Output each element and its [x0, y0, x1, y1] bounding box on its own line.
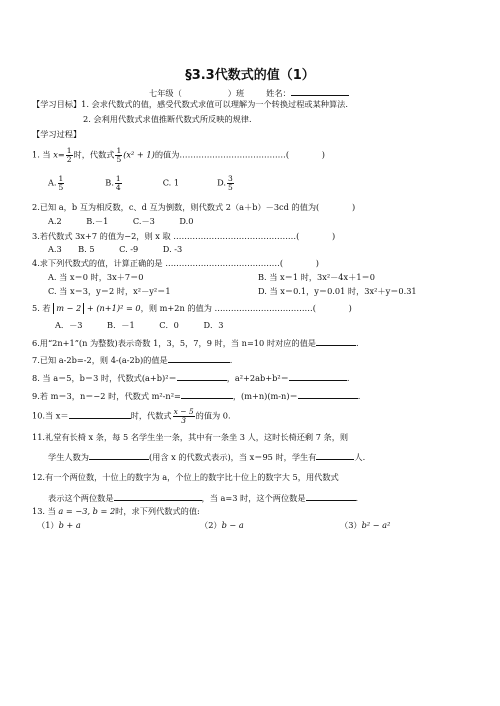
q13-text-b: 时，求下列代数式的值: — [115, 506, 200, 516]
process-label: 【学习过程】 — [32, 129, 82, 139]
q1-option-d: D. — [217, 177, 226, 188]
question-6 — [32, 336, 359, 349]
q1-expr: (x² + 1) — [123, 149, 155, 160]
q8-end: . — [346, 373, 350, 383]
goals-label: 【学习目标】 — [32, 99, 82, 109]
question-4-option-b: B. 当 x＝1 时，3x²－4x＋1＝0 — [258, 272, 375, 282]
q10-text: 10.当 x＝ — [32, 410, 69, 421]
learning-goal-2: 2. 会利用代数式求值推断代数式所反映的规律. — [83, 114, 252, 124]
q1-option-d-frac: $\frac{3}{5}$ — [227, 174, 233, 192]
q13-part-2-expr: b − a — [221, 520, 244, 530]
q1-text-c: 的值为…………………………………( ) — [154, 149, 325, 160]
q13-part-3-expr: b² − a² — [361, 520, 391, 530]
question-5-stem — [32, 303, 352, 314]
q13-part-3-label: （3） — [340, 520, 362, 530]
q12-text-a: 表示这个两位数是 — [48, 493, 114, 503]
q5-text-a: 5. 若 — [32, 303, 51, 313]
q13-part-1-expr: b + a — [58, 520, 81, 530]
question-3-stem: 3.若代数式 3x+7 的值为−2，则 x 取 ………………………………………( ) — [32, 231, 336, 241]
question-1-options — [48, 175, 235, 192]
q11-text-b: (用含 x 的代数式表示)，当 x＝95 时，学生有 — [148, 452, 317, 462]
q11-text-c: 人. — [354, 452, 366, 462]
q8-blank-2[interactable] — [289, 371, 347, 381]
q8-text: 8. 当 a＝5，b＝3 时，代数式(a+b)²＝ — [32, 373, 177, 383]
grade-label: 七年级（ — [149, 88, 182, 98]
question-7 — [32, 353, 232, 366]
q5-text-b: ，则 m+2n 的值为 ………………………………( ) — [140, 303, 352, 313]
q5-abs-expr: m − 2 — [53, 303, 84, 314]
q6-text: 6.用“2n+1”(n 为整数)表示奇数 1，3，5，7，9 时，当 n=10 时对应的值是 — [32, 338, 316, 348]
q12-blank-1[interactable] — [114, 491, 202, 501]
question-12-line-2 — [48, 491, 358, 504]
q1-half: $\frac{1}{2}$ — [66, 146, 72, 164]
question-2-stem: 2.已知 a，b 互为相反数，c、d 互为倒数，则代数式 2（a＋b）－3cd 的值为( ) — [32, 202, 356, 212]
q1-option-a: A. — [48, 177, 57, 188]
learning-goal-1 — [32, 99, 348, 110]
name-label: 姓名： — [266, 88, 291, 98]
question-4-option-c: C. 当 x＝3，y＝2 时，x²－y²＝1 — [48, 286, 171, 296]
q1-var: x — [53, 149, 58, 160]
q9-text: 9.若 m＝3，n＝−2 时，代数式 m²-n²= — [32, 391, 181, 401]
q13-part-2-label: （2） — [200, 520, 222, 530]
q1-fifth: $\frac{1}{5}$ — [116, 146, 122, 164]
q8-mid: ，a²+2ab+b²＝ — [226, 373, 289, 383]
question-4-option-d: D. 当 x＝0.1，y＝0.01 时，3x²＋y＝0.31 — [258, 286, 417, 296]
q1-text-b: 时，代数式 — [73, 149, 115, 160]
q6-answer-blank[interactable] — [316, 336, 356, 346]
question-11-line-2 — [48, 450, 365, 463]
q9-blank-2[interactable] — [298, 389, 358, 399]
q7-end: . — [229, 355, 233, 365]
question-13-part-1 — [37, 520, 81, 531]
q1-text-a: 1. 当 — [32, 149, 51, 160]
question-13-part-3 — [340, 520, 390, 531]
q10-end: 的值为 0. — [195, 410, 231, 421]
class-label: ）班 — [227, 88, 245, 98]
q9-mid: ，(m+n)(m-n)＝ — [232, 391, 298, 401]
q1-option-b-frac: $\frac{1}{4}$ — [115, 174, 121, 192]
q10-frac: $\frac{x - 5}{3}$ — [173, 407, 194, 425]
student-info-line — [149, 86, 349, 99]
q7-text: 7.已知 a-2b=-2，则 4-(a-2b)的值是 — [32, 355, 168, 365]
question-4-stem: 4.求下列代数式的值，计算正确的是 ……………………………………( ) — [32, 258, 319, 268]
q9-end: . — [357, 391, 361, 401]
q1-option-a-frac: $\frac{1}{5}$ — [58, 174, 64, 192]
q13-text-a: 13. 当 — [32, 506, 56, 516]
q5-expr: + (n+1)² = 0 — [86, 303, 141, 313]
question-3-options: A.3 B. 5 C. -9 D. -3 — [48, 244, 183, 254]
goal-1-text: 1. 会求代数式的值，感受代数式求值可以理解为一个转换过程或某种算法. — [81, 99, 348, 109]
q7-answer-blank[interactable] — [168, 353, 230, 363]
question-1-stem — [32, 147, 325, 164]
q11-text-a: 学生人数为 — [48, 452, 89, 462]
question-12-line-1: 12.有一个两位数，十位上的数字为 a，个位上的数字比十位上的数字大 5，用代数式 — [32, 472, 339, 482]
question-2-options: A.2 B.－1 C.－3 D.0 — [48, 216, 194, 226]
question-13-stem — [32, 506, 200, 517]
question-5-options: A．－3 B．－1 C．0 D．3 — [55, 320, 224, 330]
question-13-part-2 — [200, 520, 244, 531]
q11-blank-2[interactable] — [316, 450, 354, 460]
q10-blank[interactable] — [69, 409, 131, 419]
page-title: §3.3代数式的值（1） — [185, 68, 315, 83]
q1-option-b: B. — [105, 177, 114, 188]
q12-text-c: . — [355, 493, 359, 503]
q12-text-b: ，当 a=3 时，这个两位数是 — [201, 493, 306, 503]
name-blank[interactable] — [291, 86, 349, 96]
q6-end: . — [355, 338, 359, 348]
question-10 — [32, 408, 231, 425]
q11-blank-1[interactable] — [89, 450, 149, 460]
q8-blank-1[interactable] — [177, 371, 227, 381]
q13-condition: a = −3, b = 2 — [58, 506, 116, 516]
question-4-option-a: A. 当 x＝0 时，3x＋7＝0 — [48, 272, 144, 282]
q1-option-c: C. 1 — [162, 177, 180, 188]
q12-blank-2[interactable] — [306, 491, 356, 501]
q1-eq: = — [57, 149, 65, 160]
q10-mid: 时，代数式 — [130, 410, 172, 421]
question-8 — [32, 371, 349, 384]
question-9 — [32, 389, 360, 402]
question-11-line-1: 11.礼堂有长椅 x 条，每 5 名学生坐一条，其中有一条坐 3 人，这时长椅还剩 7 条，则 — [32, 432, 349, 442]
q9-blank-1[interactable] — [181, 389, 233, 399]
q13-part-1-label: （1） — [37, 520, 59, 530]
